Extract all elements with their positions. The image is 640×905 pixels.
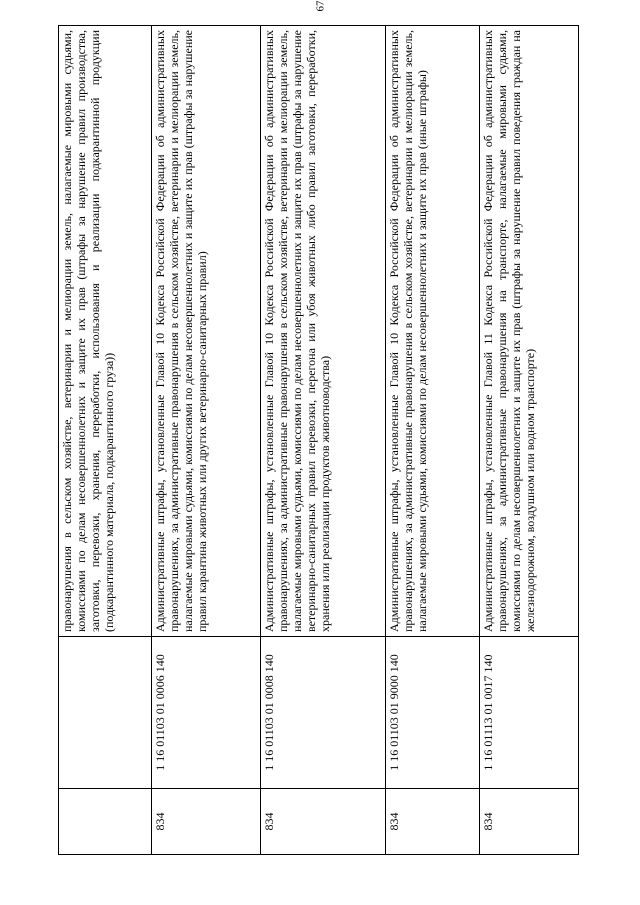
admin-code-cell: 834 <box>261 789 386 855</box>
budget-code-cell: 1 16 01103 01 9000 140 <box>386 637 480 789</box>
admin-code-cell: 834 <box>480 789 579 855</box>
table-row <box>261 26 386 855</box>
budget-code-cell: 1 16 01103 01 0006 140 <box>152 637 261 789</box>
admin-code-cell <box>59 789 152 855</box>
rotated-page-content <box>58 25 578 855</box>
table-row <box>152 26 261 855</box>
table-row <box>480 26 579 855</box>
table-row <box>386 26 480 855</box>
table-row <box>59 26 152 855</box>
admin-code-cell: 834 <box>386 789 480 855</box>
description-cell: Административные штрафы, установленные Главой 11 Кодекса Российской Федерации об административных правонарушениях, за административные правонарушения на транспорте, налагаемые мировыми судьями, комиссиями по делам несовершеннолетних и защите их прав (штрафы за нарушение правил поведения граждан на железнодорожном, воздушном или водном транспорте) <box>480 26 579 637</box>
description-cell: правонарушения в сельском хозяйстве, ветеринарии и мелиорации земель, налагаемые мировыми судьями, комиссиями по делам несовершеннолетних и защите их прав (штрафы за нарушение правил производства, заготовки, перевозки, хранения, переработки, использования и реализации подкарантинной продукции (подкарантинного материала, подкарантинного груза)) <box>59 26 152 637</box>
description-cell: Административные штрафы, установленные Главой 10 Кодекса Российской Федерации об административных правонарушениях, за административные правонарушения в сельском хозяйстве, ветеринарии и мелиорации земель, налагаемые мировыми судьями, комиссиями по делам несовершеннолетних и защите их прав (штрафы за нарушение правил карантина животных или других ветеринарно-санитарных правил) <box>152 26 261 637</box>
description-cell: Административные штрафы, установленные Главой 10 Кодекса Российской Федерации об административных правонарушениях, за административные правонарушения в сельском хозяйстве, ветеринарии и мелиорации земель, налагаемые мировыми судьями, комиссиями по делам несовершеннолетних и защите их прав (иные штрафы) <box>386 26 480 637</box>
page-number: 67 <box>314 0 326 12</box>
budget-code-cell <box>59 637 152 789</box>
description-cell: Административные штрафы, установленные Главой 10 Кодекса Российской Федерации об административных правонарушениях, за административные правонарушения в сельском хозяйстве, ветеринарии и мелиорации земель, налагаемые мировыми судьями, комиссиями по делам несовершеннолетних и защите их прав (штрафы за нарушение ветеринарно-санитарных правил перевозки, перегона или убоя животных либо правил заготовки, переработки, хранения или реализации продуктов животноводства) <box>261 26 386 637</box>
budget-code-cell: 1 16 01103 01 0008 140 <box>261 637 386 789</box>
admin-code-cell: 834 <box>152 789 261 855</box>
budget-code-cell: 1 16 01113 01 0017 140 <box>480 637 579 789</box>
fines-table <box>58 25 579 855</box>
